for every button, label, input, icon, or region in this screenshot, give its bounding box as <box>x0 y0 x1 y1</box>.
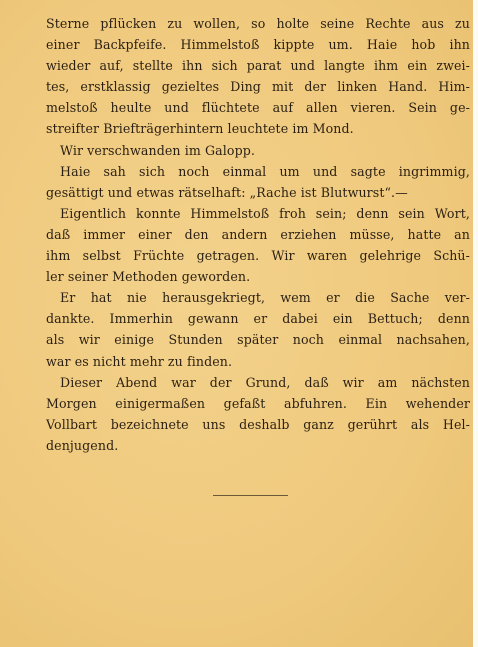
text-line: Eigentlich konnte Himmelstoß froh sein; denn sein Wort, <box>60 205 470 221</box>
text-line: Er hat nie herausgekriegt, wem er die Sache ver- <box>60 290 470 306</box>
text-line: Haie sah sich noch einmal um und sagte ingrimmig, <box>60 163 470 179</box>
text-line: Sterne pflücken zu wollen, so holte seine Rechte aus zu <box>46 16 470 31</box>
text-line: ihm selbst Früchte getragen. Wir waren gelehrige Schü- <box>46 248 470 264</box>
text-line: Dieser Abend war der Grund, daß wir am nächsten <box>60 374 470 390</box>
text-line: tes, erstklassig gezieltes Ding mit der linken Hand. Him- <box>46 79 470 95</box>
text-line: wieder auf, stellte ihn sich parat und langte ihm ein zwei- <box>46 58 470 74</box>
body-text <box>46 13 470 456</box>
section-divider <box>213 495 288 496</box>
text-line: streifter Briefträgerhintern leuchtete im Mond. <box>46 121 354 137</box>
text-line: denjugend. <box>46 437 119 453</box>
text-line: gesättigt und etwas rätselhaft: „Rache ist Blutwurst“.— <box>46 184 408 200</box>
text-line: einer Backpfeife. Himmelstoß kippte um. Haie hob ihn <box>46 37 470 53</box>
text-line: Morgen einigermaßen gefaßt abfuhren. Ein wehender <box>46 395 470 411</box>
page-edge <box>473 0 478 647</box>
text-line: daß immer einer den andern erziehen müsse, hatte an <box>46 226 470 242</box>
text-line: melstoß heulte und flüchtete auf allen vieren. Sein ge- <box>46 100 470 116</box>
text-line: war es nicht mehr zu finden. <box>46 353 233 369</box>
text-line: als wir einige Stunden später noch einmal nachsahen, <box>46 332 470 348</box>
text-line: Vollbart bezeichnete uns deshalb ganz gerührt als Hel- <box>46 416 470 432</box>
text-line: Wir verschwanden im Galopp. <box>60 142 255 158</box>
text-line: dankte. Immerhin gewann er dabei ein Bettuch; denn <box>46 311 470 327</box>
text-line: ler seiner Methoden geworden. <box>46 269 251 285</box>
